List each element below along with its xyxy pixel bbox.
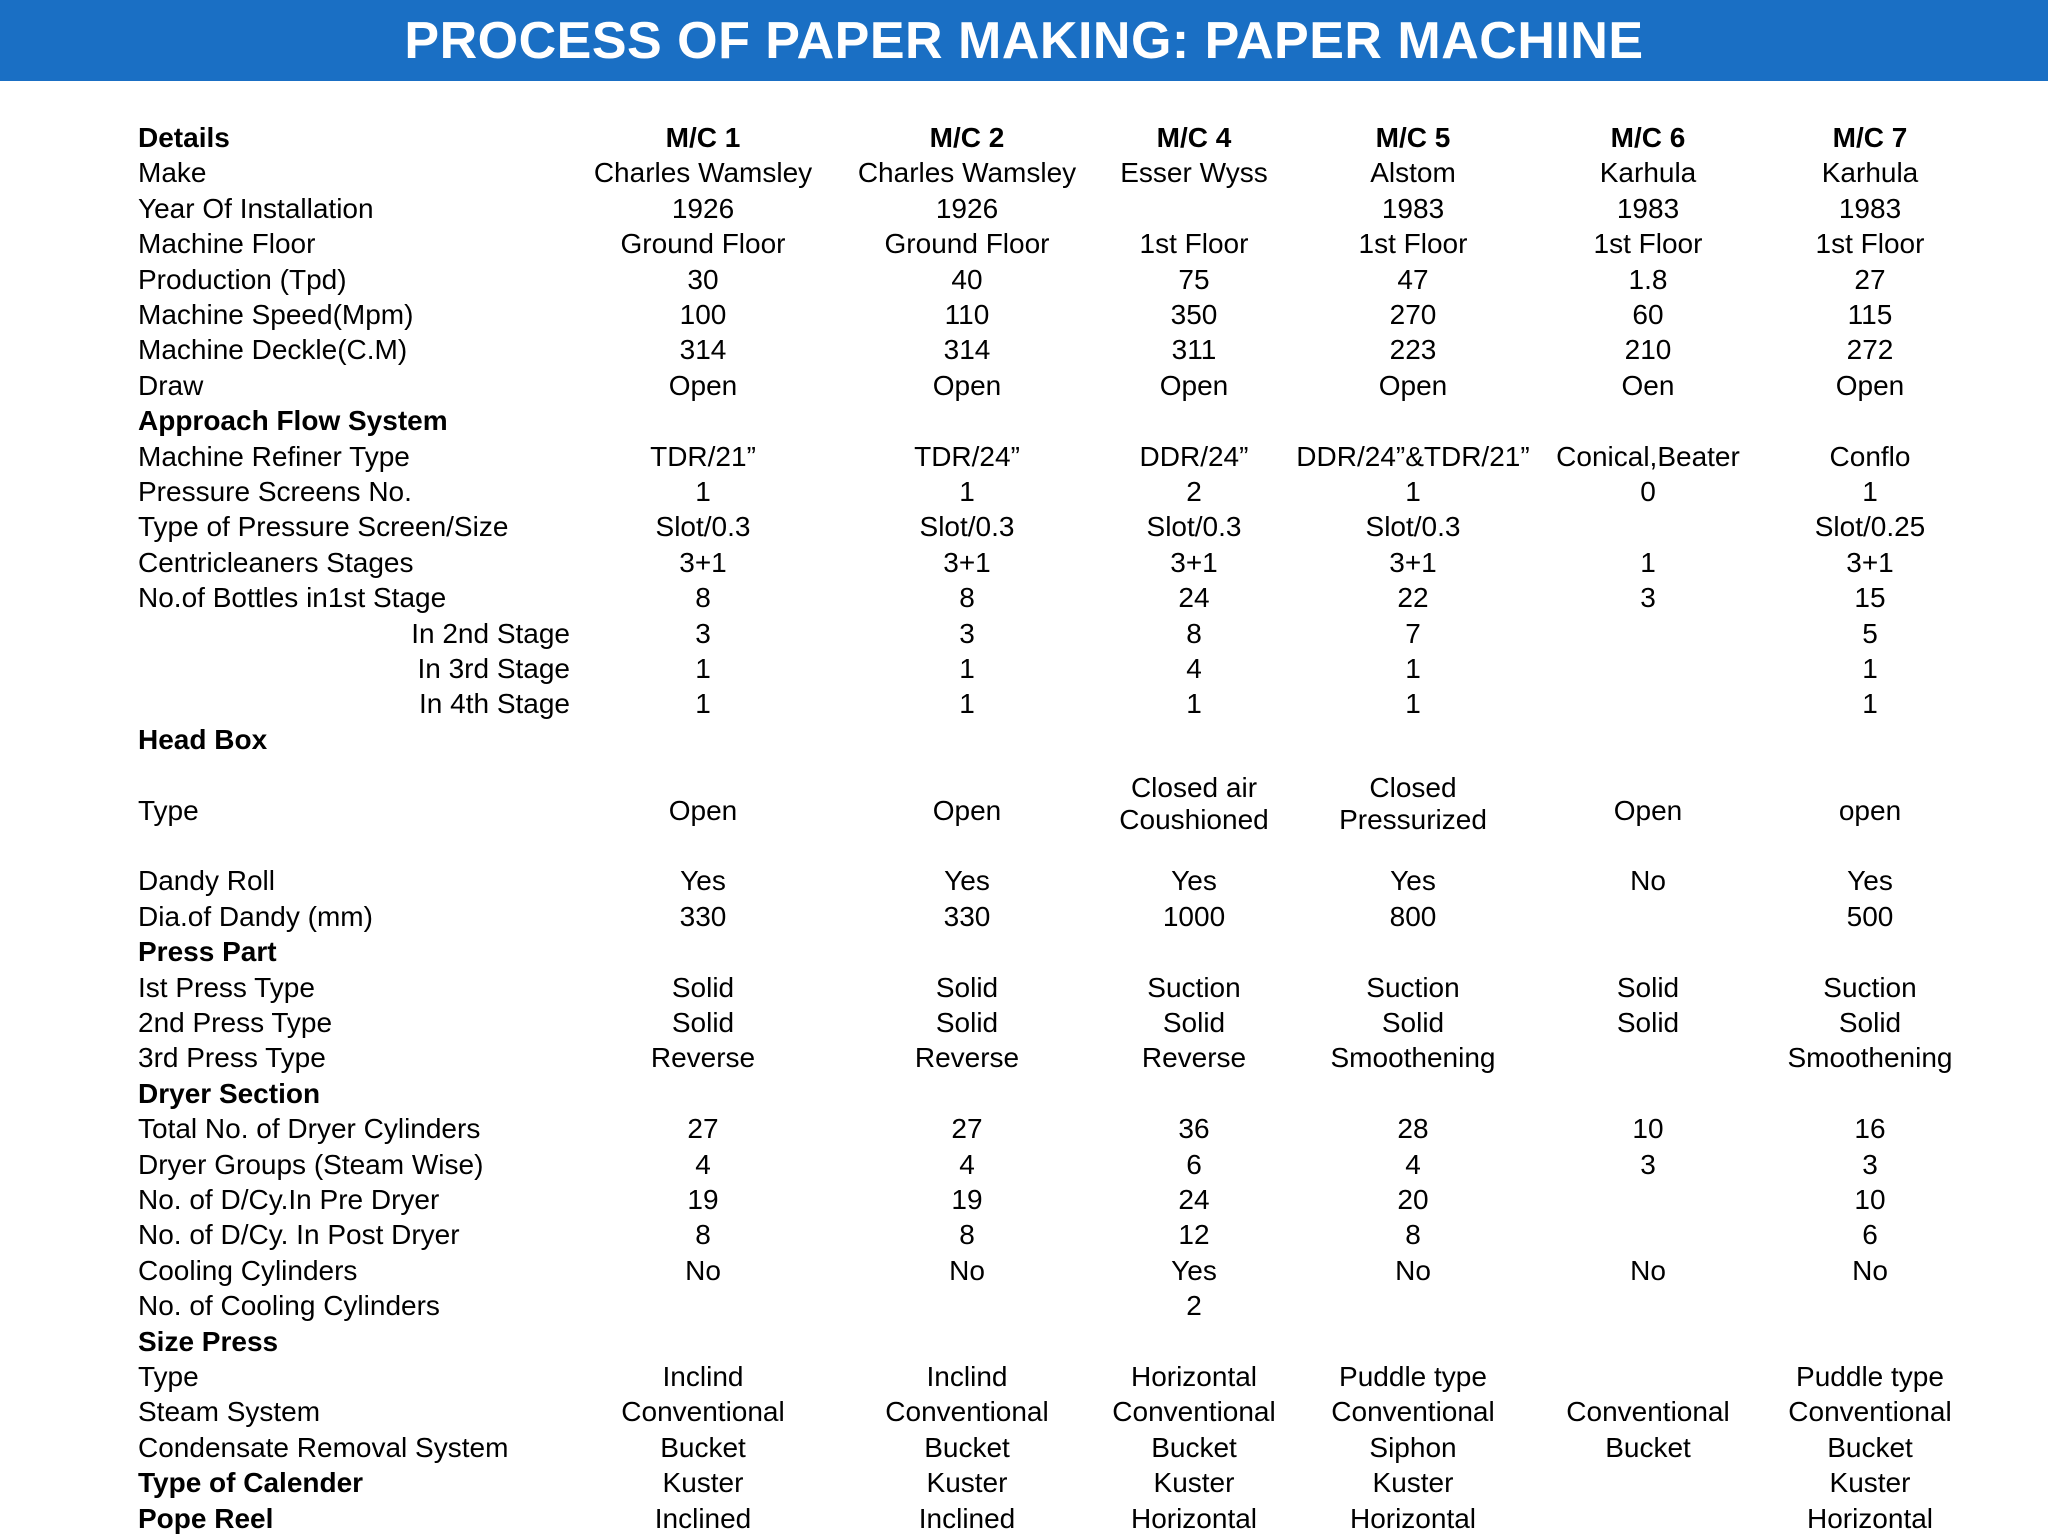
section-label: Type of Calender (138, 1467, 364, 1499)
cell-mc1: 8 (695, 582, 711, 614)
cell-mc1: Kuster (662, 1467, 744, 1499)
cell-mc2: 27 (951, 1113, 983, 1145)
row-label: Year Of Installation (138, 192, 374, 224)
cell-mc5: 3+1 (1389, 546, 1437, 578)
column-header-mc5: M/C 5 (1375, 122, 1451, 153)
row-label: Machine Deckle(C.M) (138, 334, 408, 366)
cell-mc6: Bucket (1605, 1431, 1691, 1463)
row-label: Machine Floor (138, 228, 316, 260)
row-label: In 3rd Stage (417, 653, 570, 684)
cell-mc2: Solid (935, 971, 999, 1003)
column-header-mc1: M/C 1 (665, 122, 741, 153)
cell-line: Coushioned (1119, 803, 1269, 835)
cell-mc5: Puddle type (1339, 1361, 1487, 1392)
cell-mc1: 8 (695, 1219, 711, 1251)
cell-mc4: 6 (1186, 1148, 1202, 1180)
cell-mc4: 8 (1186, 617, 1202, 649)
cell-mc5: 28 (1397, 1113, 1429, 1145)
cell-mc5: Smoothening (1330, 1042, 1496, 1074)
row-label: Make (138, 157, 207, 189)
cell-mc4: 4 (1186, 653, 1202, 684)
cell-mc4: 75 (1178, 263, 1210, 295)
row-label: No.of Bottles in1st Stage (138, 582, 447, 614)
cell-mc7: 1 (1862, 688, 1878, 720)
cell-mc6: Open (1613, 794, 1683, 826)
cell-mc2: Ground Floor (884, 228, 1050, 260)
section-label: Dryer Section (138, 1077, 321, 1109)
cell-mc4: 311 (1171, 334, 1217, 366)
cell-mc6: 1st Floor (1593, 228, 1703, 260)
row-label: Steam System (138, 1396, 321, 1428)
cell-mc6: 1983 (1616, 192, 1680, 224)
column-header-mc7: M/C 7 (1832, 122, 1908, 153)
cell-mc4: Reverse (1141, 1042, 1247, 1074)
cell-mc6: 3 (1640, 1148, 1656, 1180)
cell-mc5: 4 (1405, 1148, 1421, 1180)
cell-mc4: 2 (1186, 1290, 1202, 1322)
cell-mc6: 210 (1624, 334, 1672, 366)
cell-mc2: Solid (935, 1007, 999, 1038)
cell-mc6: 1 (1640, 546, 1656, 578)
cell-mc7: Solid (1838, 1007, 1902, 1038)
cell-mc2: Conventional (885, 1396, 1049, 1428)
cell-mc1: Solid (671, 1007, 735, 1038)
cell-mc7: Horizontal (1806, 1502, 1934, 1534)
cell-mc1: Open (668, 794, 738, 826)
cell-mc7: Bucket (1827, 1431, 1913, 1463)
cell-mc7: 27 (1854, 263, 1886, 295)
row-label: Dia.of Dandy (mm) (138, 900, 373, 932)
cell-mc4: Yes (1171, 865, 1217, 897)
cell-line: Closed air (1130, 771, 1258, 803)
cell-mc4: DDR/24” (1139, 440, 1249, 472)
section-label: Head Box (138, 723, 268, 755)
cell-mc6: Solid (1616, 971, 1680, 1003)
cell-mc2: 8 (959, 582, 975, 614)
cell-mc5: 22 (1397, 582, 1429, 614)
cell-line: Pressurized (1339, 803, 1487, 835)
cell-mc5: 800 (1389, 900, 1437, 932)
cell-mc5: 47 (1397, 263, 1429, 295)
cell-mc1: TDR/21” (650, 440, 756, 472)
cell-mc2: 40 (951, 263, 983, 295)
cell-mc1: 330 (679, 900, 727, 932)
cell-mc2: Open (932, 369, 1002, 401)
cell-mc2: 330 (943, 900, 991, 932)
page-title: PROCESS OF PAPER MAKING: PAPER MACHINE (404, 11, 1644, 70)
row-label: Total No. of Dryer Cylinders (138, 1113, 481, 1145)
cell-mc1: 4 (695, 1148, 711, 1180)
cell-mc1: Slot/0.3 (655, 511, 751, 543)
cell-mc2: Bucket (924, 1431, 1010, 1463)
cell-mc7: 500 (1846, 900, 1894, 932)
cell-mc5 (1339, 772, 1487, 836)
cell-mc5: Solid (1381, 1007, 1445, 1038)
cell-mc5: Conventional (1331, 1396, 1495, 1428)
cell-mc1: Inclined (654, 1502, 752, 1534)
cell-mc4: Solid (1162, 1007, 1226, 1038)
row-label: In 4th Stage (418, 688, 570, 720)
cell-mc4: Esser Wyss (1120, 157, 1268, 189)
row-label: Dryer Groups (Steam Wise) (138, 1148, 484, 1180)
cell-mc5: 1983 (1381, 192, 1445, 224)
cell-mc1: Open (668, 369, 738, 401)
cell-mc6: Oen (1621, 369, 1675, 401)
cell-mc7: open (1838, 794, 1902, 826)
cell-mc5: 1st Floor (1358, 228, 1468, 260)
cell-mc7: Yes (1847, 865, 1893, 897)
row-label: 3rd Press Type (138, 1042, 326, 1074)
cell-mc6: Solid (1616, 1007, 1680, 1038)
cell-mc6: No (1630, 865, 1666, 897)
row-label: No. of Cooling Cylinders (138, 1290, 440, 1322)
row-label: No. of D/Cy. In Post Dryer (138, 1219, 460, 1251)
cell-mc4: 36 (1178, 1113, 1210, 1145)
cell-mc2: No (949, 1254, 985, 1286)
cell-mc2: TDR/24” (914, 440, 1020, 472)
cell-mc7: 6 (1862, 1219, 1878, 1251)
cell-mc5: Horizontal (1349, 1502, 1477, 1534)
cell-mc5: Yes (1390, 865, 1436, 897)
cell-mc2: 1 (959, 653, 975, 684)
cell-mc2: 1 (959, 688, 975, 720)
cell-mc7: Open (1835, 369, 1905, 401)
cell-mc6: 60 (1632, 299, 1664, 330)
row-label: Type (138, 794, 199, 826)
cell-mc5: 20 (1397, 1184, 1429, 1215)
cell-mc5: 1 (1405, 688, 1421, 720)
cell-mc6: No (1630, 1254, 1666, 1286)
cell-mc5: Open (1378, 369, 1448, 401)
cell-mc4: 1st Floor (1139, 228, 1249, 260)
cell-mc1: 1 (695, 688, 711, 720)
cell-mc1: Reverse (650, 1042, 756, 1074)
cell-mc5: 270 (1389, 299, 1437, 330)
section-label: Pope Reel (138, 1502, 274, 1534)
cell-mc1: Conventional (621, 1396, 785, 1428)
cell-mc5: 223 (1389, 334, 1437, 366)
cell-mc5: Suction (1366, 971, 1460, 1003)
cell-mc4: Open (1159, 369, 1229, 401)
cell-mc7: 3 (1862, 1148, 1878, 1180)
cell-mc7: 10 (1854, 1184, 1886, 1215)
column-header-mc2: M/C 2 (929, 122, 1005, 153)
cell-mc2: Charles Wamsley (857, 157, 1077, 189)
cell-mc7: 115 (1847, 299, 1893, 330)
cell-mc4: 3+1 (1170, 546, 1218, 578)
cell-mc2: Open (932, 794, 1002, 826)
cell-mc6: Karhula (1599, 157, 1697, 189)
cell-mc5: 1 (1405, 476, 1421, 507)
cell-mc7: 3+1 (1846, 546, 1894, 578)
cell-mc4: Horizontal (1130, 1502, 1258, 1534)
cell-mc7: Karhula (1821, 157, 1919, 189)
cell-mc2: Slot/0.3 (919, 511, 1015, 543)
row-label: Condensate Removal System (138, 1431, 509, 1463)
cell-mc4: 24 (1178, 1184, 1210, 1215)
cell-mc7: 1st Floor (1815, 228, 1925, 260)
cell-mc5: Kuster (1372, 1467, 1454, 1499)
cell-mc6: Conical,Beater (1556, 440, 1740, 472)
cell-mc1: Charles Wamsley (593, 157, 813, 189)
row-label: Type (138, 1361, 199, 1392)
cell-mc4 (1119, 772, 1268, 836)
cell-mc2: 110 (944, 299, 990, 330)
row-label: In 2nd Stage (411, 617, 570, 649)
cell-mc4: Kuster (1153, 1467, 1235, 1499)
cell-mc7: 272 (1846, 334, 1894, 366)
cell-mc2: Inclind (926, 1361, 1008, 1392)
cell-mc5: Slot/0.3 (1365, 511, 1461, 543)
cell-mc2: 3+1 (943, 546, 991, 578)
cell-mc2: 314 (943, 334, 991, 366)
cell-mc1: 1926 (671, 192, 735, 224)
row-label: Machine Refiner Type (138, 440, 410, 472)
cell-mc7: Smoothening (1787, 1042, 1953, 1074)
row-label: Ist Press Type (138, 971, 315, 1003)
cell-mc2: Yes (944, 865, 990, 897)
column-header-mc4: M/C 4 (1156, 122, 1232, 153)
cell-mc4: Conventional (1112, 1396, 1276, 1428)
cell-mc5: DDR/24”&TDR/21” (1296, 440, 1530, 472)
cell-mc2: 1 (959, 476, 975, 507)
cell-mc4: 2 (1186, 476, 1202, 507)
cell-mc7: No (1852, 1254, 1888, 1286)
cell-mc1: 100 (679, 299, 727, 330)
cell-mc5: No (1395, 1254, 1431, 1286)
cell-mc6: 1.8 (1628, 263, 1668, 295)
row-label: Centricleaners Stages (138, 546, 414, 578)
cell-mc1: Bucket (660, 1431, 746, 1463)
cell-mc1: Yes (680, 865, 726, 897)
cell-mc4: Slot/0.3 (1146, 511, 1242, 543)
row-label: Draw (138, 369, 204, 401)
row-label: 2nd Press Type (138, 1007, 333, 1038)
cell-mc5: Siphon (1369, 1431, 1457, 1463)
cell-mc4: Suction (1147, 971, 1241, 1003)
cell-mc7: Suction (1823, 971, 1917, 1003)
cell-mc6: 10 (1632, 1113, 1664, 1145)
row-label: Pressure Screens No. (138, 476, 412, 507)
cell-mc4: 12 (1178, 1219, 1210, 1251)
cell-mc2: 19 (951, 1184, 983, 1215)
cell-mc4: Horizontal (1130, 1361, 1258, 1392)
cell-mc2: Kuster (926, 1467, 1008, 1499)
cell-mc1: 1 (695, 476, 711, 507)
cell-mc7: Slot/0.25 (1814, 511, 1926, 543)
cell-mc4: 24 (1178, 582, 1210, 614)
cell-mc4: Yes (1171, 1254, 1217, 1286)
row-label: No. of D/Cy.In Pre Dryer (138, 1184, 440, 1215)
cell-mc5: 1 (1405, 653, 1421, 684)
row-label: Production (Tpd) (138, 263, 347, 295)
cell-mc1: 1 (695, 653, 711, 684)
cell-mc7: 15 (1854, 582, 1886, 614)
cell-mc1: 314 (679, 334, 727, 366)
cell-mc7: 1983 (1838, 192, 1902, 224)
cell-mc6: Conventional (1566, 1396, 1730, 1428)
cell-mc7: 5 (1862, 617, 1878, 649)
cell-mc1: 27 (687, 1113, 719, 1145)
cell-mc2: 3 (959, 617, 975, 649)
cell-mc7: 16 (1854, 1113, 1886, 1145)
cell-mc6: 3 (1640, 582, 1656, 614)
section-label: Size Press (138, 1325, 279, 1357)
cell-mc2: Inclined (918, 1502, 1016, 1534)
cell-mc5: 8 (1405, 1219, 1421, 1251)
cell-mc2: 4 (959, 1148, 975, 1180)
cell-mc1: 30 (687, 263, 719, 295)
row-label: Type of Pressure Screen/Size (138, 511, 509, 543)
cell-mc4: 1000 (1162, 900, 1226, 932)
cell-mc1: Ground Floor (620, 228, 786, 260)
cell-mc4: Bucket (1151, 1431, 1237, 1463)
cell-mc2: 8 (959, 1219, 975, 1251)
cell-mc5: 7 (1405, 617, 1421, 649)
section-label: Press Part (138, 936, 277, 968)
cell-mc4: 1 (1186, 688, 1202, 720)
cell-mc7: Kuster (1829, 1467, 1911, 1499)
cell-mc7: 1 (1862, 476, 1878, 507)
cell-mc5: Alstom (1370, 157, 1456, 189)
cell-mc1: 3+1 (679, 546, 727, 578)
cell-mc7: Conventional (1788, 1396, 1952, 1428)
column-header-details: Details (138, 122, 230, 153)
cell-mc7: 1 (1862, 653, 1878, 684)
cell-mc1: No (685, 1254, 721, 1286)
row-label: Dandy Roll (138, 865, 275, 897)
cell-mc2: Reverse (914, 1042, 1020, 1074)
column-header-mc6: M/C 6 (1610, 122, 1686, 153)
cell-mc2: 1926 (935, 192, 999, 224)
cell-mc7: Conflo (1829, 440, 1911, 472)
cell-mc7: Puddle type (1796, 1361, 1944, 1392)
cell-mc4: 350 (1170, 299, 1218, 330)
row-label: Machine Speed(Mpm) (138, 299, 414, 330)
cell-mc1: 3 (695, 617, 711, 649)
section-label: Approach Flow System (138, 405, 448, 437)
cell-mc1: Solid (671, 971, 735, 1003)
cell-mc6: 0 (1640, 476, 1656, 507)
cell-mc1: 19 (687, 1184, 719, 1215)
row-label: Cooling Cylinders (138, 1254, 358, 1286)
cell-mc1: Inclind (662, 1361, 744, 1392)
cell-line: Closed (1369, 771, 1457, 803)
